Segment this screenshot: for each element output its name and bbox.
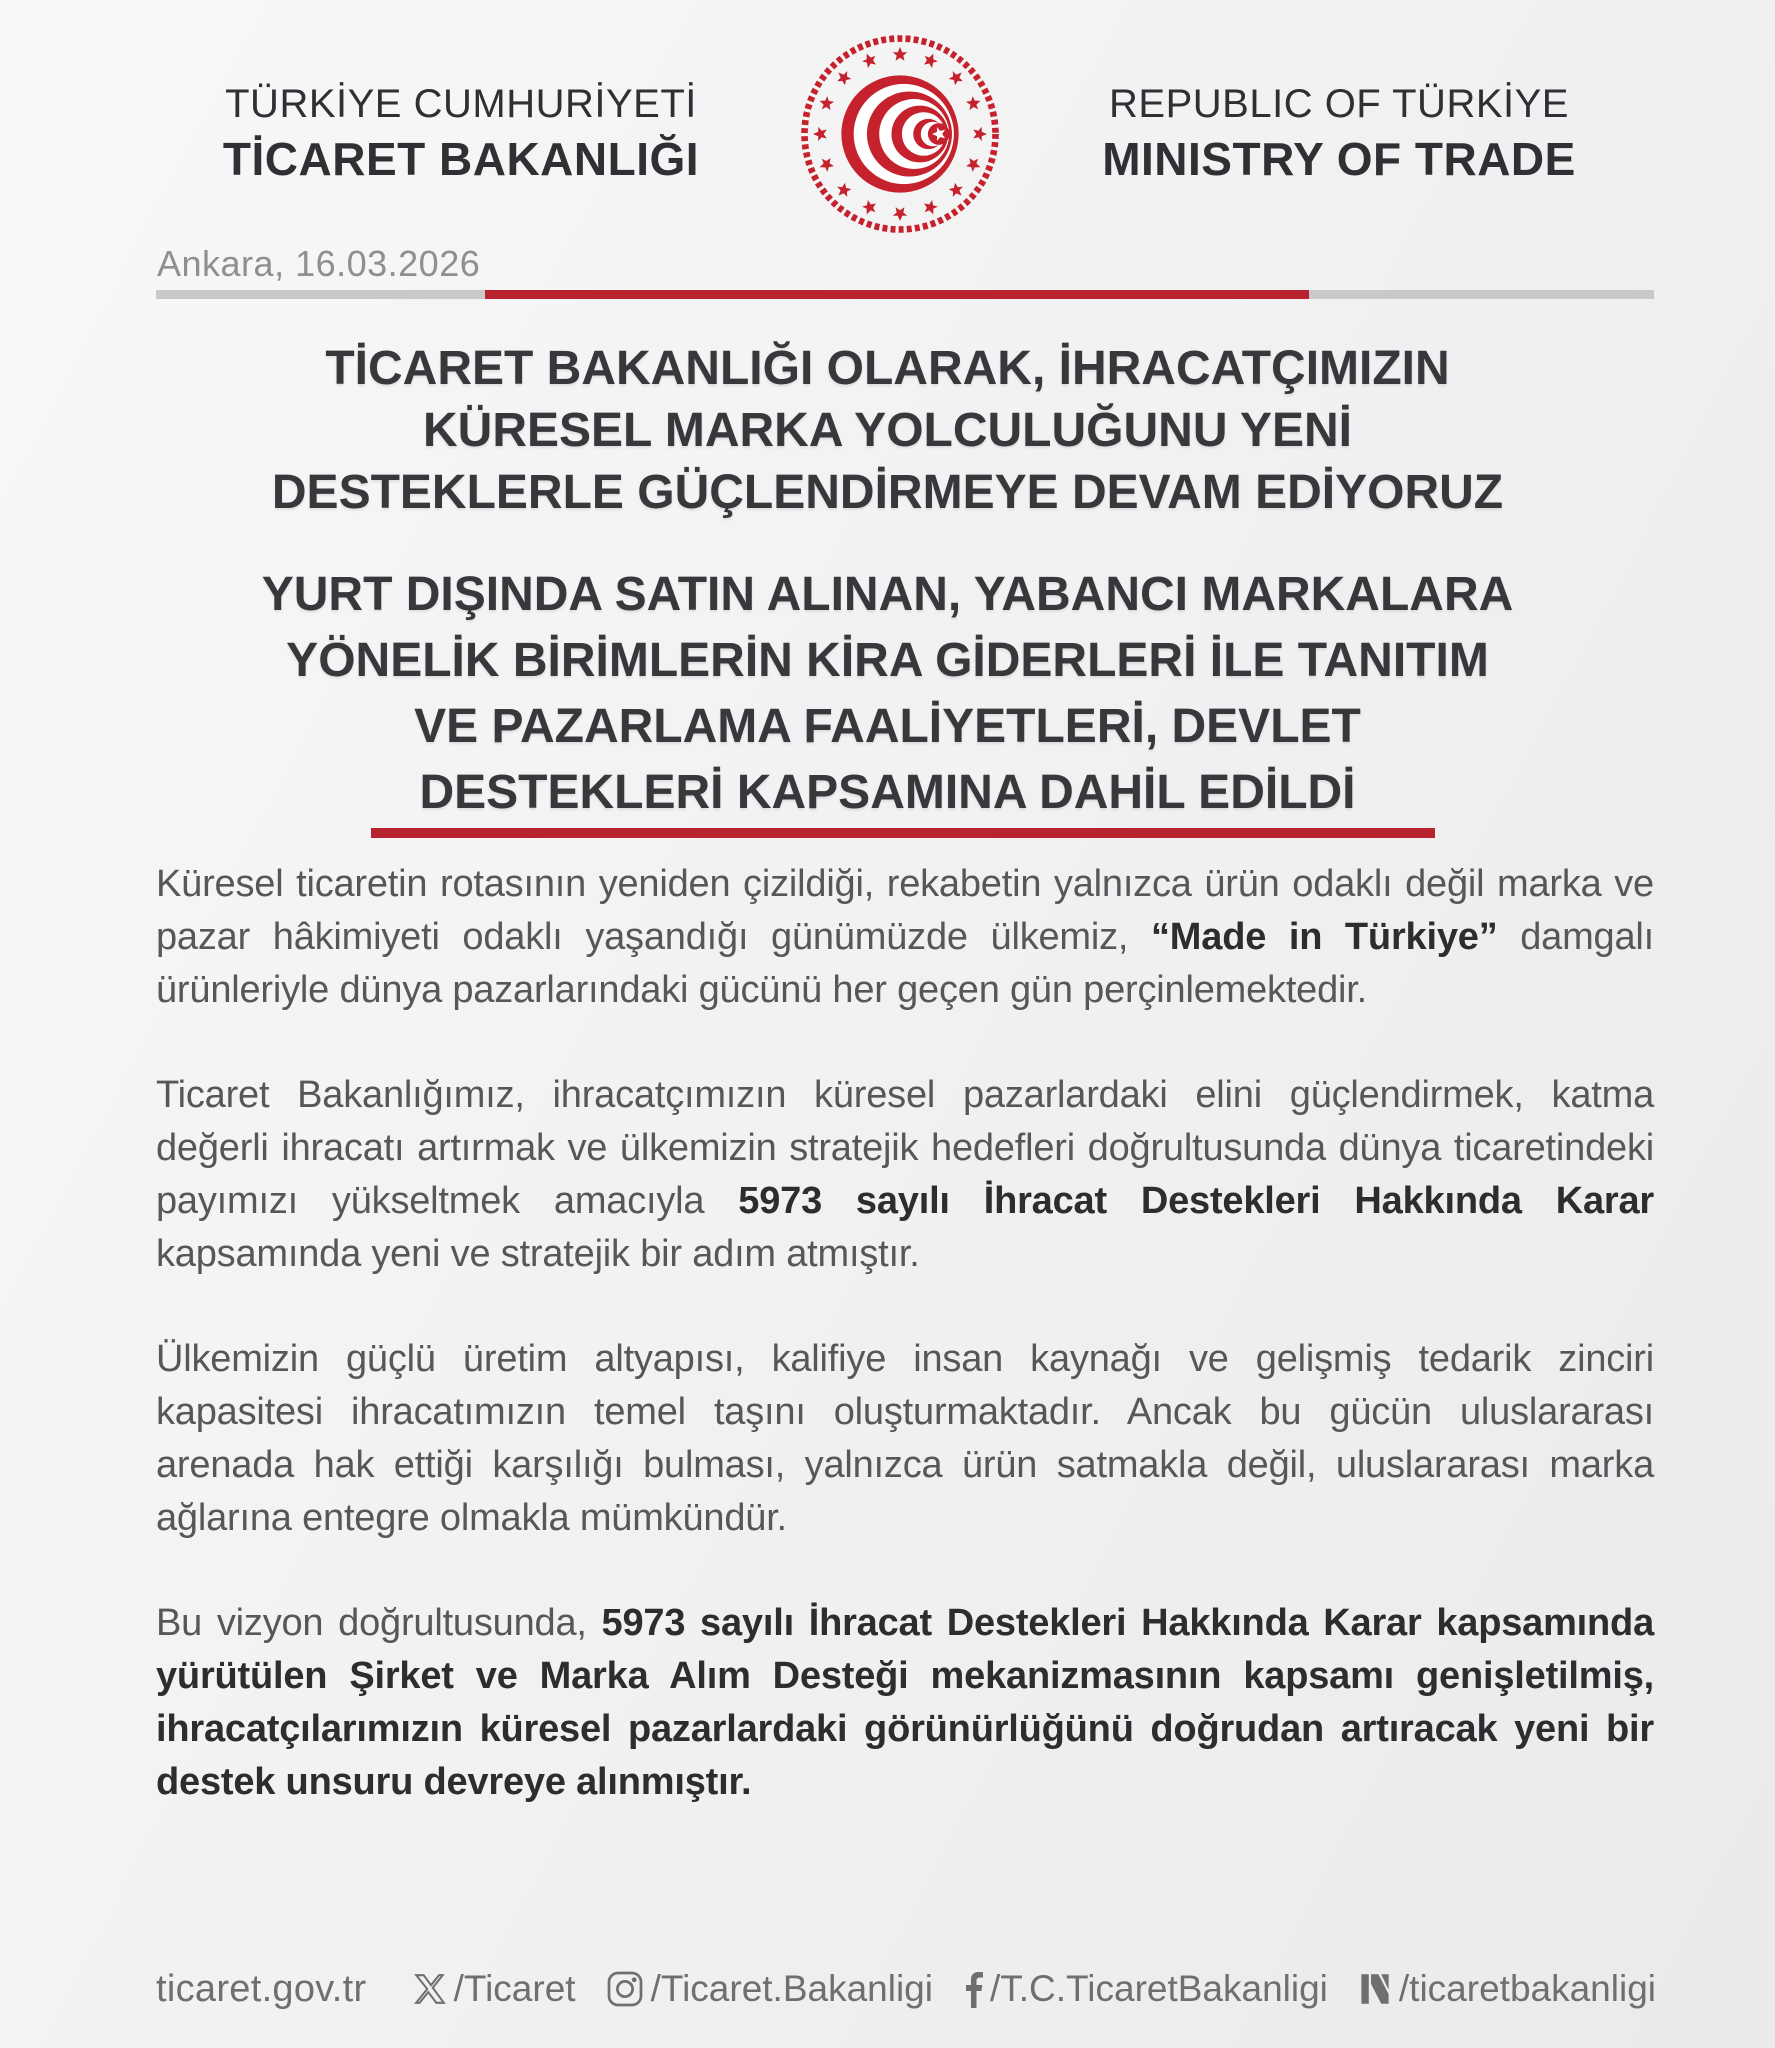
subheadline [90, 562, 1685, 826]
header-left-line2: TİCARET BAKANLIĞI [222, 133, 700, 185]
paragraph-text: Ülkemizin güçlü üretim altyapısı, kalifiye insan kaynağı ve gelişmiş tedarik zinciri kapasitesi ihracatımızın temel taşını oluşturmaktadır. Ancak bu gücün uluslararası arenada hak ettiği karşılığı bulması, yalnızca ürün satmakla değil, uluslararası marka ağlarına entegre olmakla mümkündür. [156, 1338, 1654, 1539]
paragraph-bold-text: 5973 sayılı İhracat Destekleri Hakkında Karar [738, 1180, 1654, 1222]
body-paragraph [156, 1333, 1654, 1545]
paragraph-text: damgalı ürünleriyle dünya pazarlarındaki gücünü her geçen gün perçinlemektedir. [156, 916, 1654, 1011]
social-link-instagram[interactable] [606, 1968, 933, 2010]
ministry-of-trade-logo [796, 30, 1004, 238]
top-divider-red-segment [485, 290, 1309, 299]
facebook-icon [963, 1970, 983, 2008]
subheadline-line: VE PAZARLAMA FAALİYETLERİ, DEVLET [414, 700, 1361, 753]
subheadline-line: DESTEKLERİ KAPSAMINA DAHİL EDİLDİ [419, 766, 1356, 819]
headline-line: TİCARET BAKANLIĞI OLARAK, İHRACATÇIMIZIN [325, 342, 1450, 395]
header-left-block [140, 82, 782, 186]
headline [90, 338, 1685, 524]
logo-crescents [841, 75, 958, 192]
paragraph-text: kapsamında yeni ve stratejik bir adım atmıştır. [156, 1233, 920, 1275]
paragraph-text: Ticaret Bakanlığımız, ihracatçımızın küresel pazarlardaki elini güçlendirmek, katma değerli ihracatı artırmak ve ülkemizin stratejik hedefleri doğrultusunda dünya ticaretindeki payımızı yükseltmek amacıyla [156, 1074, 1654, 1222]
dateline: Ankara, 16.03.2026 [157, 243, 481, 284]
x-icon [413, 1972, 447, 2006]
paragraph-text: Bu vizyon doğrultusunda, [156, 1602, 602, 1644]
nsosyal-icon [1358, 1972, 1392, 2006]
body-paragraph [156, 1597, 1654, 1809]
social-handle: /ticaretbakanligi [1398, 1968, 1656, 2009]
header [140, 30, 1660, 238]
social-link-x[interactable] [413, 1968, 576, 2010]
headline-underline [371, 828, 1435, 838]
instagram-icon [606, 1970, 644, 2008]
body-paragraph [156, 858, 1654, 1017]
social-handle: /Ticaret.Bakanligi [650, 1968, 933, 2009]
subheadline-line: YURT DIŞINDA SATIN ALINAN, YABANCI MARKALARA [261, 568, 1514, 621]
headline-line: KÜRESEL MARKA YOLCULUĞUNU YENİ [423, 404, 1352, 457]
paragraph-bold-text: 5973 sayılı İhracat Destekleri Hakkında Karar kapsamında yürütülen Şirket ve Marka Alım Desteği mekanizmasının kapsamı genişletilmiş, ihracatçılarımızın küresel pazarlardaki görünürlüğünü doğrudan artıracak yeni bir destek unsuru devreye alınmıştır. [156, 1602, 1655, 1803]
body-paragraph [156, 1069, 1654, 1281]
social-handle: /Ticaret [453, 1968, 576, 2009]
social-links [413, 1968, 1656, 2010]
header-right-line2: MINISTRY OF TRADE [1102, 133, 1576, 185]
social-link-facebook[interactable] [963, 1968, 1328, 2010]
website-link[interactable]: ticaret.gov.tr [156, 1967, 367, 2010]
social-link-nsosyal[interactable] [1358, 1968, 1656, 2010]
footer [156, 1958, 1656, 2020]
paragraph-text: Küresel ticaretin rotasının yeniden çizildiği, rekabetin yalnızca ürün odaklı değil marka ve pazar hâkimiyeti odaklı yaşandığı günümüzde ülkemiz, [156, 863, 1654, 958]
social-handle: /T.C.TicaretBakanligi [989, 1968, 1328, 2009]
header-left-line1: TÜRKİYE CUMHURİYETİ [225, 82, 697, 126]
header-right-line1: REPUBLIC OF TÜRKİYE [1109, 82, 1569, 126]
paragraph-bold-text: “Made in Türkiye” [1151, 916, 1498, 958]
subheadline-line: YÖNELİK BİRİMLERİN KİRA GİDERLERİ İLE TANITIM [286, 634, 1489, 687]
headline-line: DESTEKLERLE GÜÇLENDİRMEYE DEVAM EDİYORUZ [271, 466, 1504, 519]
header-right-block [1018, 82, 1660, 186]
top-divider [156, 290, 1654, 299]
article-body [156, 858, 1654, 1861]
